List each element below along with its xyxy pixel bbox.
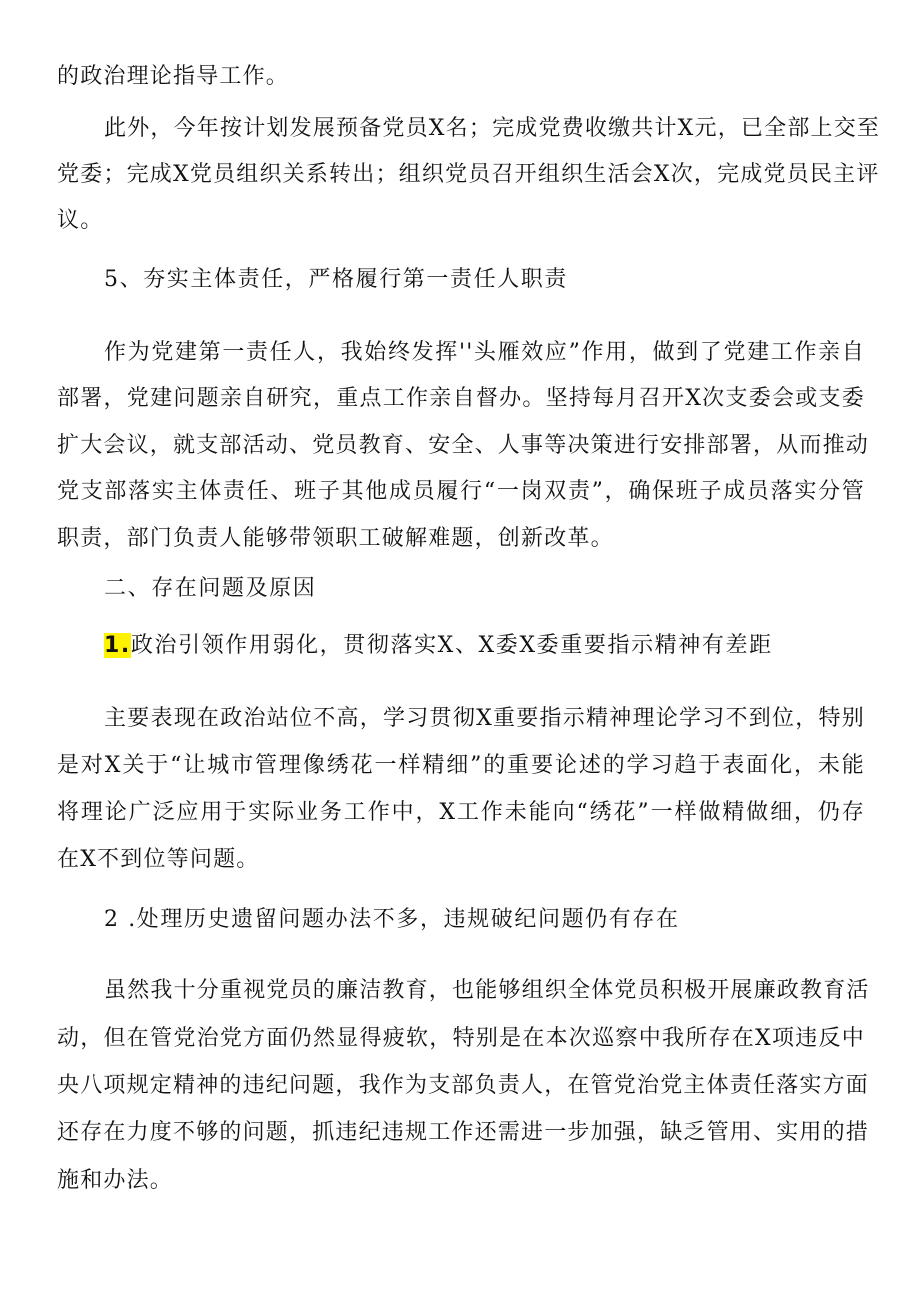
heading-number: 1. [104,633,131,658]
paragraph-line: 作为党建第一责任人，我始终发挥''头雁效应”作用，做到了党建工作亲自 [104,340,865,365]
paragraph-line: 部署，党建问题亲自研究，重点工作亲自督办。坚持每月召开X次支委会或支委 [57,386,865,411]
heading-text: 政治引领作用弱化，贯彻落实X、X委X委重要指示精神有差距 [130,633,773,658]
paragraph-line: 是对X关于“让城市管理像绣花一样精细”的重要论述的学习趋于表面化，未能 [57,753,865,778]
paragraph-line: 党委；完成X党员组织关系转出；组织党员召开组织生活会X次，完成党员民主评 [57,162,880,187]
paragraph-line: 央八项规定精神的违纪问题，我作为支部负责人，在管党治党主体责任落实方面 [57,1073,870,1098]
sub-heading: 2 .处理历史遗留问题办法不多，违规破纪问题仍有存在 [104,907,680,932]
paragraph-line: 主要表现在政治站位不高，学习贯彻X重要指示精神理论学习不到位，特别 [104,706,865,731]
paragraph-line: 在X不到位等问题。 [57,847,260,872]
paragraph-line: 施和办法。 [57,1168,174,1193]
paragraph-line: 议。 [57,208,104,233]
paragraph-line: 党支部落实主体责任、班子其他成员履行“一岗双责”，确保班子成员落实分管 [57,479,865,504]
paragraph-line: 职责，部门负责人能够带领职工破解难题，创新改革。 [57,526,614,551]
paragraph-line: 此外，今年按计划发展预备党员X名；完成党费收缴共计X元，已全部上交至 [104,116,881,141]
paragraph-line: 还存在力度不够的问题，抓违纪违规工作还需进一步加强，缺乏管用、实用的措 [57,1120,870,1145]
paragraph-line: 的政治理论指导工作。 [57,64,290,89]
paragraph-line: 虽然我十分重视党员的廉洁教育，也能够组织全体党员积极开展廉政教育活 [104,978,870,1003]
section-heading: 5、夯实主体责任，严格履行第一责任人职责 [104,267,568,292]
paragraph-line: 将理论广泛应用于实际业务工作中，X工作未能向“绣花”一样做精做细，仍存 [57,800,865,825]
paragraph-line: 动，但在管党治党方面仍然显得疲软，特别是在本次巡察中我所存在X项违反中 [57,1026,865,1051]
section-heading: 二、存在问题及原因 [104,576,317,601]
sub-heading [104,631,912,661]
paragraph-line: 扩大会议，就支部活动、党员教育、安全、人事等决策进行安排部署，从而推动 [57,433,870,458]
